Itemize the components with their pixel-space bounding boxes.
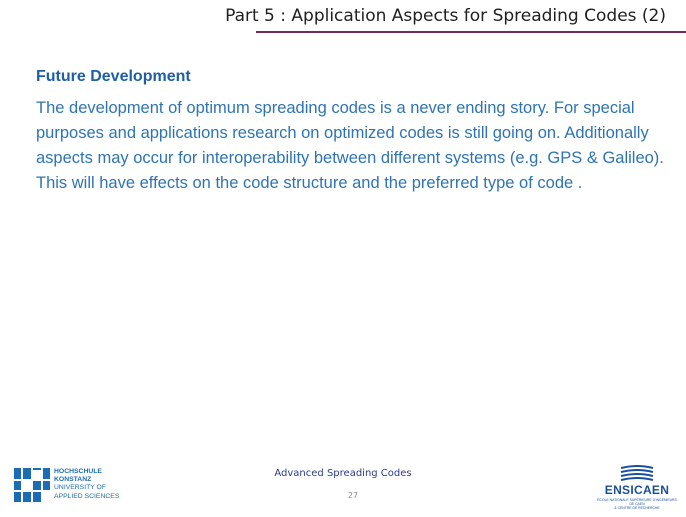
logo-text-hochschule: HOCHSCHULE	[54, 468, 102, 475]
page-number: 27	[347, 491, 359, 500]
slide-title: Part 5 : Application Aspects for Spreading Codes (2)	[225, 6, 666, 26]
body-paragraph: The development of optimum spreading codes is a never ending story. For special purposes and applications research on optimized codes is still going on. Additionally aspects may occur for interoperability between different systems (e.g. GPS & Galileo). This will have effects on the code structure and the preferred type of code .	[36, 99, 664, 192]
ensicaen-logo	[596, 464, 678, 512]
logo-text-konstanz: KONSTANZ	[54, 476, 92, 484]
ensicaen-subtitle	[596, 498, 678, 510]
ensicaen-subtitle-line2: & CENTRE DE RECHERCHE	[614, 506, 660, 510]
logo-text-university-of: UNIVERSITY OF	[54, 484, 106, 492]
ensicaen-subtitle-line1: ÉCOLE NATIONALE SUPÉRIEURE D'INGÉNIEURS DE CAEN	[597, 498, 677, 506]
ensicaen-logo-icon	[620, 464, 654, 482]
section-heading: Future Development	[36, 68, 191, 85]
footer-course-title: Advanced Spreading Codes	[274, 468, 412, 479]
logo-text-applied-sciences: APPLIED SCIENCES	[54, 492, 120, 500]
ensicaen-name: ENSICAEN	[604, 483, 670, 497]
title-underline	[256, 31, 686, 33]
